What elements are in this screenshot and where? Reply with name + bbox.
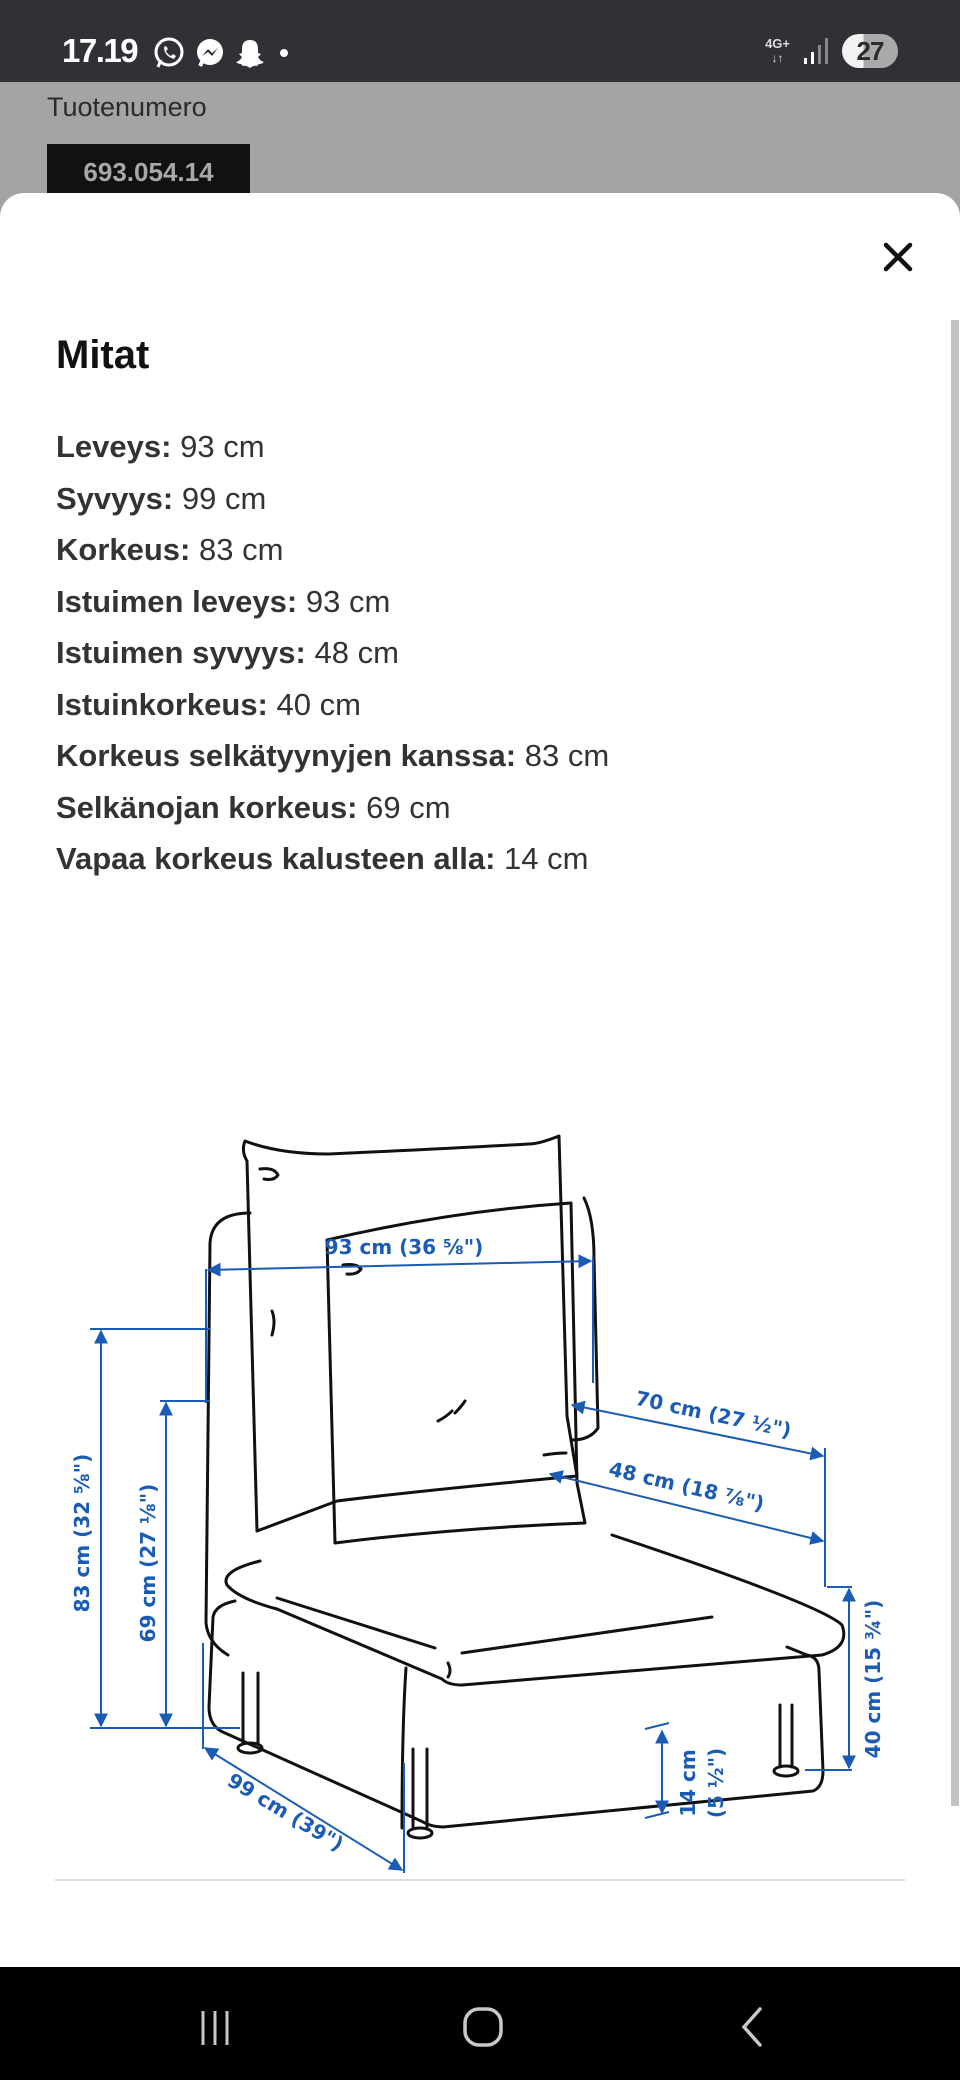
- label-height: 83 cm (32 ⅝"): [70, 1453, 94, 1613]
- close-icon: [876, 235, 920, 279]
- dimension-item: Vapaa korkeus kalusteen alla: 14 cm: [56, 841, 589, 876]
- network-indicator: 4G+ ↓↑: [765, 36, 790, 65]
- data-arrows-icon: ↓↑: [771, 51, 784, 65]
- dimension-item: Istuinkorkeus: 40 cm: [56, 686, 361, 722]
- recent-apps-button[interactable]: [185, 1997, 245, 2057]
- label-backrest-depth: 70 cm (27 ½"): [633, 1385, 794, 1443]
- label-clearance-cm: 14 cm: [676, 1749, 700, 1817]
- close-button[interactable]: [876, 235, 920, 279]
- back-icon: [732, 2005, 772, 2049]
- label-seat-depth: 48 cm (18 ⅞"): [606, 1456, 767, 1516]
- label-clearance-in: (5 ½"): [704, 1747, 728, 1819]
- dimension-item: Korkeus selkätyynyjen kanssa: 83 cm: [56, 738, 610, 773]
- divider: [55, 1879, 905, 1881]
- dimension-item: Istuimen leveys: 93 cm: [56, 583, 391, 619]
- label-depth: 99 cm (39"): [223, 1767, 348, 1857]
- messenger-icon: [194, 37, 226, 69]
- home-button[interactable]: [453, 1997, 513, 2057]
- dimension-diagram: [0, 1013, 960, 1933]
- product-number-badge: 693.054.14: [47, 144, 250, 200]
- status-right: [765, 34, 898, 68]
- dimension-item: Leveys: 93 cm: [56, 429, 265, 464]
- dimension-lines: [90, 1257, 852, 1873]
- status-bar: [0, 0, 960, 82]
- label-width: 93 cm (36 ⅝"): [324, 1235, 484, 1259]
- dimensions-sheet: [0, 193, 960, 1967]
- sheet-title: Mitat: [56, 333, 150, 377]
- label-backrest-height: 69 cm (27 ⅛"): [136, 1483, 160, 1643]
- signal-icon: [802, 36, 830, 66]
- dimension-item: Syvyys: 99 cm: [56, 480, 267, 516]
- status-time: 17.19: [62, 32, 138, 69]
- chair-drawing: [206, 1136, 844, 1838]
- dimensions-list: [56, 421, 609, 885]
- battery-indicator: 27: [842, 34, 898, 68]
- dimension-item: Istuimen syvyys: 48 cm: [56, 635, 399, 670]
- back-button[interactable]: [722, 1997, 782, 2057]
- dimension-item: Korkeus: 83 cm: [56, 532, 284, 567]
- whatsapp-icon: [152, 36, 186, 70]
- background-page: [0, 82, 960, 202]
- product-number-label: Tuotenumero: [47, 92, 207, 122]
- label-seat-height: 40 cm (15 ¾"): [861, 1599, 885, 1759]
- navigation-bar: [0, 1967, 960, 2080]
- notification-icons: [152, 36, 294, 70]
- dimension-item: Selkänojan korkeus: 69 cm: [56, 789, 451, 825]
- more-dot-icon: [274, 43, 294, 63]
- recent-apps-icon: [195, 2007, 235, 2047]
- home-icon: [461, 2005, 505, 2049]
- snapchat-icon: [234, 37, 266, 69]
